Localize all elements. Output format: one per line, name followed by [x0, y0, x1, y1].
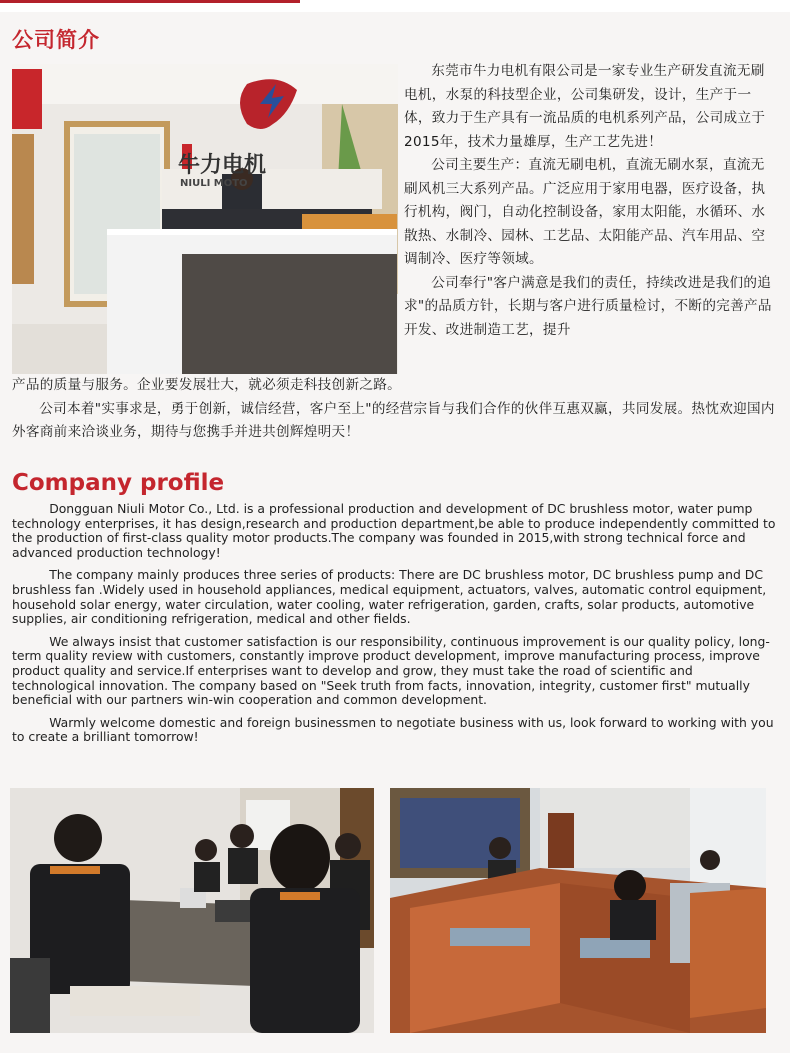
en-paragraph-2: The company mainly produces three series of products: There are DC brushless motor, DC brushless pump and DC brushless fan .Widely used in household appliances, medical equipment, actuators, valves, automatic control equipment, household solar energy, water circulation, water cooling, water refrigeration, garden, crafts, solar products, automotive supplies, air conditioning refrigeration, medical and other fields. — [12, 567, 767, 627]
cn-wide-block — [12, 374, 778, 445]
en-paragraph-4: Warmly welcome domestic and foreign businessmen to negotiate business with us, look forward to working with you to create a brilliant tomorrow! — [12, 714, 774, 745]
cn-intro-column — [404, 60, 772, 342]
top-strip-accent — [0, 0, 300, 3]
en-paragraph-1: Dongguan Niuli Motor Co., Ltd. is a professional production and development of DC brushless motor, water pump technology enterprises, it has design,research and production department,be able to produce independently committed to the production of first-class quality motor products.The company was founded in 2015,with strong technical force and advanced production technology! — [12, 501, 776, 560]
cn-paragraph-2: 公司主要生产：直流无刷电机，直流无刷水泵，直流无刷风机三大系列产品。广泛应用于家用电器，医疗设备，执行机构，阀门，自动化控制设备，家用太阳能，水循环、水散热、水制冷、园林、工艺品、太阳能产品、汽车用品、空调制冷、医疗等领域。 — [404, 157, 766, 267]
en-profile-text — [12, 502, 778, 753]
top-strip — [0, 0, 790, 12]
logo-wordmark: 牛力电机 — [178, 153, 267, 178]
cn-paragraph-3: 公司奉行"客户满意是我们的责任，持续改进是我们的追求"的品质方针，长期与客户进行质量检讨，不断的完善产品开发、改进制造工艺，提升 — [404, 274, 772, 338]
en-paragraph-3: We always insist that customer satisfaction is our responsibility, continuous improvement is our quality policy, long-term quality review with customers, constantly improve product development, improve manufacturing process, improve product quality and service.If enterprises want to develop and grow, they must take the road of scientific and technological innovation. The company based on "Seek truth from facts, innovation, integrity, customer first" mutually beneficial with our partners win-win cooperation and common development. — [12, 633, 770, 708]
meeting-room-photo — [10, 788, 374, 1033]
reception-photo — [12, 64, 398, 374]
cn-paragraph-3-continued: 产品的质量与服务。企业要发展壮大，就必须走科技创新之路。 — [12, 377, 402, 393]
en-section-title: Company profile — [12, 470, 225, 496]
cn-section-title: 公司简介 — [12, 28, 100, 52]
logo-subtext: NIULI MOTO — [180, 178, 248, 189]
office-desks-photo — [390, 788, 766, 1033]
cn-paragraph-4: 公司本着"实事求是，勇于创新，诚信经营，客户至上"的经营宗旨与我们合作的伙伴互惠双赢，共同发展。热忱欢迎国内外客商前来洽谈业务，期待与您携手并进共创辉煌明天！ — [12, 400, 775, 440]
cn-paragraph-1: 东莞市牛力电机有限公司是一家专业生产研发直流无刷电机，水泵的科技型企业，公司集研发，设计，生产于一体，致力于生产具有一流品质的电机系列产品，公司成立于2015年，技术力量雄厚，生产工艺先进！ — [404, 63, 766, 150]
